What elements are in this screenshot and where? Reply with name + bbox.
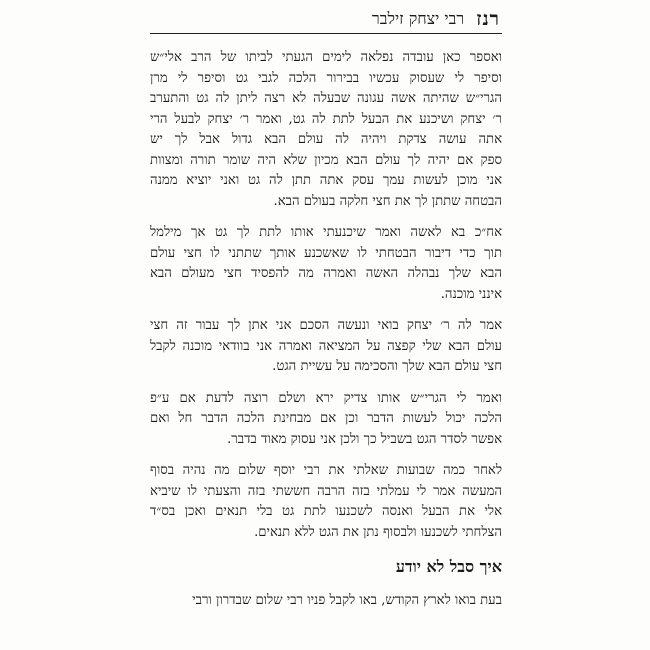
text-line: בעת בואו לארץ הקודש, באו לקבל פניו רבי שלום שבדרון ורבי: [192, 593, 502, 608]
text-line: אפשר לסדר הגט בשביל כך ולכן אני עסוק מאוד בדבר.: [227, 431, 502, 447]
text-line: וסיפר לי שעסוק עכשיו בבירור הלכה לגבי גט וסיפר לי מרן: [150, 70, 502, 86]
text-line: ואמר לי הגרי״ש אותו צדיק ירא ושלם רוצה לדעת אם ע״פ: [150, 390, 502, 406]
paragraph: [150, 223, 502, 305]
text-line: אני מוכן לעשות עמך עסק אתה תתן לה גט ואני יוציא ממנה: [150, 173, 502, 188]
text-line: הצלחתי לשכנעו ולבסוף נתן את הגט ללא תנאים.: [254, 524, 502, 540]
page-number: רנז: [476, 7, 500, 30]
section-heading: איך סבל לא יודע: [395, 557, 502, 576]
text-line: תוך כדי דיבור הבטחתי לו שאשכנע אותך שתתני לו חצי עולם: [150, 245, 502, 261]
text-line: הבא שלך נבהלה האשה ואמרה מה להפסיד חצי מעולם הבא: [150, 266, 502, 281]
paragraph: [150, 48, 502, 212]
paragraph: [150, 461, 502, 543]
text-line: הגרי״ש שהיתה אשה עגונה שבעלה לא רצה ליתן לה גט והתערב: [150, 91, 502, 106]
text-line: אלי את הבעל ואנסה לשכנעו לתת גט בלי תנאים ואכן בס״ד: [150, 504, 502, 519]
text-line: עולם הבא שלי קפצה על המציאה ואמרה אני בוודאי מוכנה לקבל: [150, 338, 502, 354]
text-line: הבטחה שתתן לך את חצי חלקה בעולם הבא.: [273, 193, 502, 209]
text-line: אח״כ בא לאשה ואמר שיכנעתי אותו לתת לך גט אך מילמל: [150, 225, 502, 240]
text-line: אינני מוכנה.: [440, 286, 502, 302]
paragraph: [150, 389, 502, 451]
text-line: אמר לה ר׳ יצחק בואי ונעשה הסכם אני אתן לך עבור זה חצי: [150, 318, 502, 333]
text-line: ספק אם יהיה לך עולם הבא מכיון שלא היה שומר תורה ומצוות: [150, 152, 502, 168]
paragraph: [150, 591, 502, 612]
header-rule: [150, 33, 502, 34]
text-line: חצי עולם הבא שלך והסכימה על עשיית הגט.: [272, 359, 502, 374]
text-line: לאחר כמה שבועות שאלתי את רבי יוסף שלום מה נהיה בסוף: [150, 463, 502, 478]
body-text: [150, 48, 502, 623]
paragraph: [150, 316, 502, 378]
text-line: ואספר כאן עובדה נפלאה לימים הגעתי לביתו של הרב אלי״ש: [150, 50, 502, 65]
running-title: רבי יצחק זילבר: [371, 9, 465, 28]
text-line: ר׳ יצחק ושיכנע את הבעל לתת לה גט, ואמר ר׳ יצחק לבעל הרי: [150, 111, 502, 127]
text-line: אתה עושה צדקת ויהיה לה עולם הבא גדול אבל לך יש: [150, 132, 502, 147]
text-line: המעשה אמר לי עמלתי בזה הרבה חששתי בזה והצעתי לו שיביא: [150, 483, 502, 499]
text-line: הלכה יכול לעשות הדבר וכן אם מבחינת הלכה הדבר חל ואם: [150, 411, 502, 426]
page-header: [150, 6, 500, 32]
